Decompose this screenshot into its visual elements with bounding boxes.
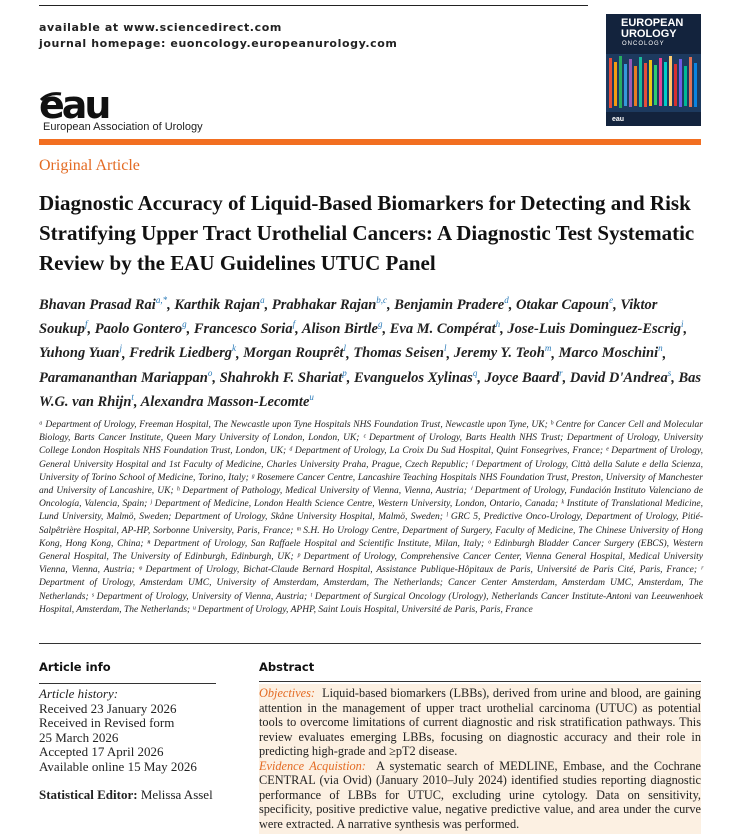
- objectives-text: Liquid-based biomarkers (LBBs), derived from urine and blood, are gaining attention in the management of upper tract urothelial carcinoma (UTUC) as potential tools to overcome limitations of current diagnostic and risk stratification pathways. This review evaluates emerging LBBs, focusing on diagnostic accuracy and their role in predicting high-grade and ≥pT2 disease.: [259, 686, 701, 758]
- section-divider: [39, 643, 701, 644]
- article-title: Diagnostic Accuracy of Liquid-Based Biomarkers for Detecting and Risk Stratifying Upper Tract Urothelial Cancers: A Diagnostic Test Systematic Review by the EAU Guidelines UTUC Panel: [39, 191, 695, 275]
- author-affiliation-marker[interactable]: l: [343, 343, 347, 354]
- author-affiliation-marker[interactable]: k: [231, 343, 236, 354]
- author[interactable]: [353, 345, 446, 361]
- abstract-body: [259, 684, 701, 834]
- author-name[interactable]: Jose-Luis Dominguez-Escrig: [507, 321, 682, 338]
- cover-title-line1: EUROPEAN: [621, 17, 684, 29]
- author-name[interactable]: Shahrokh F. Shariat: [219, 369, 343, 386]
- author-name[interactable]: Alexandra Masson-Lecomte: [140, 394, 310, 411]
- author[interactable]: [454, 345, 552, 361]
- article-info: [39, 687, 213, 803]
- author-affiliation-marker[interactable]: o: [207, 367, 213, 378]
- author[interactable]: [272, 297, 387, 313]
- author[interactable]: [39, 367, 213, 386]
- author-affiliation-marker[interactable]: j: [119, 343, 123, 354]
- author-affiliation-marker[interactable]: q: [472, 367, 478, 378]
- author[interactable]: [507, 321, 683, 337]
- author-name[interactable]: David D'Andrea: [569, 369, 668, 386]
- author[interactable]: [569, 367, 672, 386]
- objectives-label: Objectives:: [259, 686, 315, 700]
- author-name[interactable]: Otakar Capoun: [516, 296, 610, 313]
- author-affiliation-marker[interactable]: r: [559, 367, 563, 378]
- accent-bar: [39, 139, 701, 145]
- author-name[interactable]: Paolo Gontero: [94, 321, 183, 338]
- svg-text:eau: eau: [39, 88, 109, 127]
- author-affiliation-marker[interactable]: e: [609, 295, 614, 305]
- author-affiliation-marker[interactable]: g: [377, 319, 383, 330]
- author-affiliation-marker[interactable]: a: [260, 295, 265, 305]
- author-name[interactable]: Viktor Soukup: [39, 296, 658, 338]
- author[interactable]: [559, 345, 663, 361]
- author[interactable]: [353, 367, 478, 386]
- stat-editor-name: Melissa Assel: [140, 787, 213, 802]
- cover-subtitle: ONCOLOGY: [622, 41, 665, 47]
- author-name[interactable]: Joyce Baard: [484, 369, 560, 386]
- author-list: Bhavan Prasad Rai$^{a,*}$, Karthik Rajan$^a$, Prabhakar Rajan$^{b,c}$, Benjamin Pradere$^d$, Otakar Capoun$^e$, Viktor Soukup$^f$, Paolo Gontero$^g$, Francesco Soria$^f$, Alison Birtle$^g$, Eva M. Compérat$^h$, Jose-Luis Dominguez-Escrig$^i$, Yuhong Yuan$^j$, Fredrik Liedberg$^k$, Morgan Rouprêt$^l$, Thomas Seisen$^l$, Jeremy Y. Teoh$^m$, Marco Moschini$^n$, Paramananthan Mariappan$^o$, Shahrokh F. Shariat$^p$, Evanguelos Xylinas$^q$, Joyce Baard$^r$, David D'Andrea$^s$, Bas W.G. van Rhijn$^t$, Alexandra Masson-Lecomte$^u$: [39, 295, 702, 411]
- author-name[interactable]: Paramananthan Mariappan: [39, 369, 208, 386]
- journal-homepage-line[interactable]: journal homepage: euoncology.europeanurology.com: [39, 37, 398, 50]
- author-name[interactable]: Bhavan Prasad Rai: [39, 296, 156, 313]
- abstract-objectives: [259, 686, 701, 759]
- author-affiliation-marker[interactable]: f: [84, 319, 88, 330]
- online-date: Available online 15 May 2026: [39, 758, 197, 774]
- author-name[interactable]: Jeremy Y. Teoh: [453, 345, 545, 362]
- evidence-label: Evidence Acquistion:: [259, 758, 366, 773]
- received-date: Received 23 January 2026: [39, 700, 177, 716]
- author[interactable]: [516, 297, 613, 313]
- author-affiliation-marker[interactable]: l: [443, 343, 447, 354]
- author-affiliation-marker[interactable]: s: [667, 367, 672, 378]
- author-name[interactable]: Francesco Soria: [193, 321, 293, 338]
- revised-label: Received in Revised form: [39, 715, 175, 730]
- history-label: Article history:: [39, 686, 119, 701]
- article-info-rule: [39, 683, 216, 684]
- accepted-date: Accepted 17 April 2026: [39, 744, 164, 759]
- author-name[interactable]: Fredrik Liedberg: [129, 345, 232, 362]
- author[interactable]: [484, 367, 563, 386]
- author-affiliation-marker[interactable]: i: [681, 319, 684, 330]
- author[interactable]: [219, 367, 347, 386]
- author-name[interactable]: Prabhakar Rajan: [271, 296, 377, 313]
- evidence-text: A systematic search of MEDLINE, Embase, and the Cochrane CENTRAL (via Ovid) (January 2010–July 2024) identified studies reporting diagnostic performance of LBBs for UTUC, excluding urine cytology. Data on sensitivity, specificity, positive predictive value, negative predictive value, and area under the curve were extracted. A narrative synthesis was performed.: [259, 758, 701, 831]
- author-name[interactable]: Marco Moschini: [558, 345, 659, 362]
- abstract-evidence: [259, 759, 701, 832]
- author-affiliation-marker[interactable]: p: [342, 367, 347, 378]
- article-type: Original Article: [39, 157, 140, 174]
- author[interactable]: [141, 394, 314, 410]
- author[interactable]: [302, 321, 383, 337]
- author-name[interactable]: Alison Birtle: [301, 321, 378, 338]
- author-affiliation-marker[interactable]: h: [495, 319, 501, 330]
- affiliations: ᵃ Department of Urology, Freeman Hospital, The Newcastle upon Tyne Hospitals NHS Foundation Trust, Newcastle upon Tyne, UK; ᵇ Centre for Cancer Cell and Molecular Biology, Barts Cancer Institute, Queen Mary University of London, London, UK; ᶜ Department of Urology, Barts Health NHS Trust; Department of Urology, University College London Hospitals NHS Foundation Trust, London, UK; ᵈ Department of Urology, La Croix Du Sud Hospital, Quint Fonsegrives, France; ᵉ Department of Urology, General University Hospital and 1st Faculty of Medicine, Charles University Praha, Prague, Czech Republic; ᶠ Department of Urology, Città della Salute e della Scienza, University of Torino School of Medicine, Torino, Italy; ᵍ Rosemere Cancer Centre, Lancashire Teaching Hospitals NHS Foundation Trust, Preston, University of Manchester and University of Lancashire, UK; ʰ Department of Pathology, Medical University of Vienna, Vienna, Austria; ⁱ Department of Urology, Fundación Instituto Valenciano de Oncología, Valencia, Spain; ʲ Department of Medicine, London Health Science Centre, Western University, London, Ontario, Canada; ᵏ Institute of Translational Medicine, Lund University, Malmö, Sweden; Department of Urology, Skåne University Hospital, Malmö, Sweden; ˡ GRC 5, Predictive Onco-Urology, Department of Urology, Pitié-Salpêtrière Hospital, AP-HP, Sorbonne University, Paris, France; ᵐ S.H. Ho Urology Centre, Department of Surgery, Faculty of Medicine, The Chinese University of Hong Kong, Hong Kong, China; ⁿ Department of Urology, San Raffaele Hospital and Scientific Institute, Milan, Italy; ᵒ Edinburgh Bladder Cancer Surgery (EBCS), Western General Hospital, The University of Edinburgh, Edinburgh, UK; ᵖ Department of Urology, Comprehensive Cancer Center, Vienna General Hospital, Medical University Vienna, Vienna, Austria; ᵠ Department of Urology, Bichat-Claude Bernard Hospital, Assistance Publique-Hôpitaux de Paris, Université de Paris Cité, Paris, France; ʳ Department of Urology, Amsterdam UMC, University of Amsterdam, Amsterdam, The Netherlands; Cancer Center Amsterdam, Amsterdam UMC, Amsterdam, The Netherlands; ˢ Department of Urology, University of Vienna, Austria; ᵗ Department of Surgical Oncology (Urology), Netherlands Cancer Institute-Antoni van Leeuwenhoek Hospital, Amsterdam, The Netherlands; ᵘ Department of Urology, APHP, Saint Louis Hospital, Université de Paris, Paris, France: [39, 420, 703, 615]
- cover-eau-badge: eau: [612, 116, 625, 123]
- author-affiliation-marker[interactable]: b,c: [376, 295, 388, 305]
- author-affiliation-marker[interactable]: u: [309, 392, 314, 403]
- author-name[interactable]: Karthik Rajan: [174, 296, 261, 313]
- cover-art-icon: [606, 54, 701, 112]
- author-name[interactable]: Morgan Rouprêt: [243, 345, 344, 362]
- author-name[interactable]: Eva M. Compérat: [389, 321, 496, 338]
- journal-cover[interactable]: [606, 14, 701, 126]
- abstract-rule: [259, 681, 701, 682]
- stat-editor-label: Statistical Editor:: [39, 787, 138, 802]
- author-affiliation-marker[interactable]: n: [658, 343, 663, 354]
- author-name[interactable]: Benjamin Pradere: [394, 296, 505, 313]
- author[interactable]: [39, 297, 167, 313]
- author-name[interactable]: Thomas Seisen: [353, 345, 444, 362]
- author-affiliation-marker[interactable]: a,*: [155, 295, 168, 305]
- author-affiliation-marker[interactable]: f: [292, 319, 296, 330]
- abstract-heading: Abstract: [259, 660, 315, 674]
- statistical-editor: [39, 788, 213, 803]
- author[interactable]: [39, 345, 122, 361]
- author[interactable]: [390, 321, 500, 337]
- author[interactable]: [95, 321, 187, 337]
- author-affiliation-marker[interactable]: m: [544, 343, 552, 354]
- author-name[interactable]: Yuhong Yuan: [39, 345, 120, 362]
- author[interactable]: [394, 297, 508, 313]
- author[interactable]: [174, 297, 264, 313]
- revised-date: 25 March 2026: [39, 729, 119, 745]
- author-name[interactable]: Bas W.G. van Rhijn: [39, 369, 702, 411]
- author[interactable]: [129, 345, 236, 361]
- article-info-heading: Article info: [39, 660, 111, 674]
- author-affiliation-marker[interactable]: t: [131, 392, 134, 403]
- cover-title: [621, 18, 683, 40]
- author[interactable]: [243, 345, 346, 361]
- header-rule: [39, 5, 588, 6]
- author-affiliation-marker[interactable]: g: [182, 319, 187, 330]
- author-affiliation-marker[interactable]: d: [504, 295, 509, 305]
- author[interactable]: [194, 321, 295, 337]
- cover-title-line2: UROLOGY: [621, 28, 677, 40]
- sciencedirect-line[interactable]: available at www.sciencedirect.com: [39, 21, 282, 34]
- author-name[interactable]: Evanguelos Xylinas: [353, 369, 473, 386]
- logo-text: European Association of Urology: [43, 121, 203, 133]
